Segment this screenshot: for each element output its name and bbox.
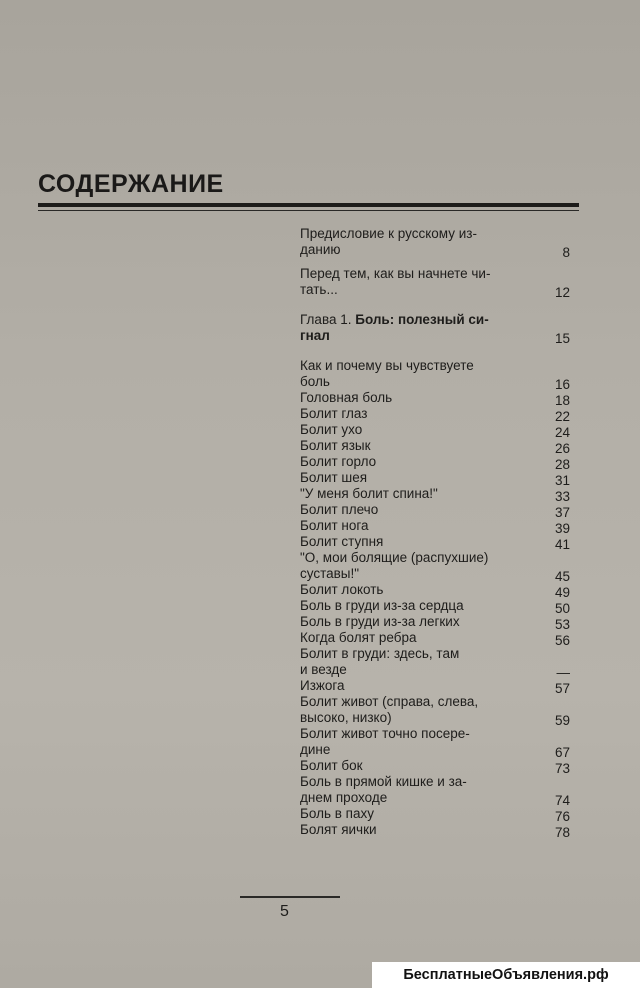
title-rule-thick [38, 203, 579, 207]
toc-entry [300, 630, 570, 646]
toc-entry-page: 53 [554, 617, 570, 632]
toc-entry-title: Боль в паху [300, 806, 374, 821]
page-title: СОДЕРЖАНИЕ [38, 170, 224, 198]
toc-entry-page: 28 [554, 457, 570, 472]
toc-entry-page: 18 [554, 393, 570, 408]
toc-entry [300, 422, 570, 438]
toc-entry-page: 39 [554, 521, 570, 536]
toc-entry-page: 74 [554, 793, 570, 808]
toc-entry-title: Болит в груди: здесь, там и везде [300, 646, 460, 677]
toc-entry-title: Болит нога [300, 518, 369, 533]
toc-entry [300, 534, 570, 550]
footer-rule [240, 896, 340, 898]
toc-entry-page: 8 [562, 245, 570, 260]
toc-entry [300, 726, 570, 758]
toc-entry [300, 518, 570, 534]
toc-entry [300, 502, 570, 518]
toc-entry-title: Боль в прямой кишке и за- днем проходе [300, 774, 467, 805]
site-watermark: БесплатныеОбъявления.рф [372, 962, 640, 988]
toc-entry [300, 486, 570, 502]
toc-entry-page: 16 [554, 377, 570, 392]
toc-entry-title: Перед тем, как вы начнете чи- тать... [300, 266, 491, 297]
toc-entry-page: 49 [554, 585, 570, 600]
toc-entry-title: Болит плечо [300, 502, 379, 517]
chapter-prefix: Глава 1. [300, 312, 356, 327]
toc-entry-page: 22 [554, 409, 570, 424]
toc-entry-page: 59 [554, 713, 570, 728]
toc-entry-page: 73 [554, 761, 570, 776]
toc-entry-title: Болит живот точно посере- дине [300, 726, 470, 757]
toc-entry [300, 390, 570, 406]
toc-entry [300, 822, 570, 838]
toc-entry-page: 37 [554, 505, 570, 520]
toc-entry [300, 614, 570, 630]
chapter-title: Боль: полезный си- гнал [300, 312, 489, 343]
toc-entry-title: Когда болят ребра [300, 630, 417, 645]
toc-entry [300, 358, 570, 390]
toc-entry-title: Болит язык [300, 438, 371, 453]
toc-entry [300, 598, 570, 614]
toc-entry-title: Болит локоть [300, 582, 384, 597]
toc-entry [300, 550, 570, 582]
toc-entry-page: 15 [554, 331, 570, 346]
toc-entry [300, 774, 570, 806]
toc-entry-page: 24 [554, 425, 570, 440]
title-rule-thin [38, 210, 579, 211]
toc-entry-page: — [556, 665, 570, 680]
toc-entry-page: 45 [554, 569, 570, 584]
toc-entry-title: Боль в груди из-за легких [300, 614, 460, 629]
toc-entry [300, 226, 570, 258]
toc-entry [300, 438, 570, 454]
page-number: 5 [280, 903, 289, 920]
toc-entry-page: 26 [554, 441, 570, 456]
toc-entry-page: 41 [554, 537, 570, 552]
toc-entry [300, 582, 570, 598]
toc-entry-page: 78 [554, 825, 570, 840]
toc-entry-page: 57 [554, 681, 570, 696]
toc-entry-title: Болит шея [300, 470, 368, 485]
toc-entry [300, 406, 570, 422]
toc-entry-page: 76 [554, 809, 570, 824]
toc-entry [300, 646, 570, 678]
toc-entry-title: Болят яички [300, 822, 377, 837]
toc-entry-page: 67 [554, 745, 570, 760]
toc-entry-title: Как и почему вы чувствуете боль [300, 358, 474, 389]
toc-entry [300, 678, 570, 694]
toc-entry [300, 694, 570, 726]
toc-entry-page: 56 [554, 633, 570, 648]
toc-entry-page: 12 [554, 285, 570, 300]
table-of-contents [300, 226, 570, 838]
toc-entry-page: 50 [554, 601, 570, 616]
toc-entry-title: Болит ступня [300, 534, 384, 549]
toc-entry [300, 312, 570, 344]
toc-entry [300, 758, 570, 774]
toc-entry-title: Боль в груди из-за сердца [300, 598, 464, 613]
toc-entry-title: Болит глаз [300, 406, 368, 421]
toc-entry-title: Болит горло [300, 454, 377, 469]
toc-entry [300, 266, 570, 298]
toc-entry-title: "О, мои болящие (распухшие) суставы!" [300, 550, 489, 581]
toc-entry-title: Изжога [300, 678, 345, 693]
toc-entry-title: Болит живот (справа, слева, высоко, низко) [300, 694, 479, 725]
toc-entry-page: 31 [554, 473, 570, 488]
toc-entry-title: Предисловие к русскому из- данию [300, 226, 477, 257]
toc-entry [300, 806, 570, 822]
toc-entry-title: Болит бок [300, 758, 363, 773]
toc-entry-title [300, 312, 542, 344]
toc-entry [300, 454, 570, 470]
toc-entry-page: 33 [554, 489, 570, 504]
toc-entry-title: "У меня болит спина!" [300, 486, 438, 501]
toc-entry [300, 470, 570, 486]
toc-entry-title: Болит ухо [300, 422, 363, 437]
toc-entry-title: Головная боль [300, 390, 393, 405]
